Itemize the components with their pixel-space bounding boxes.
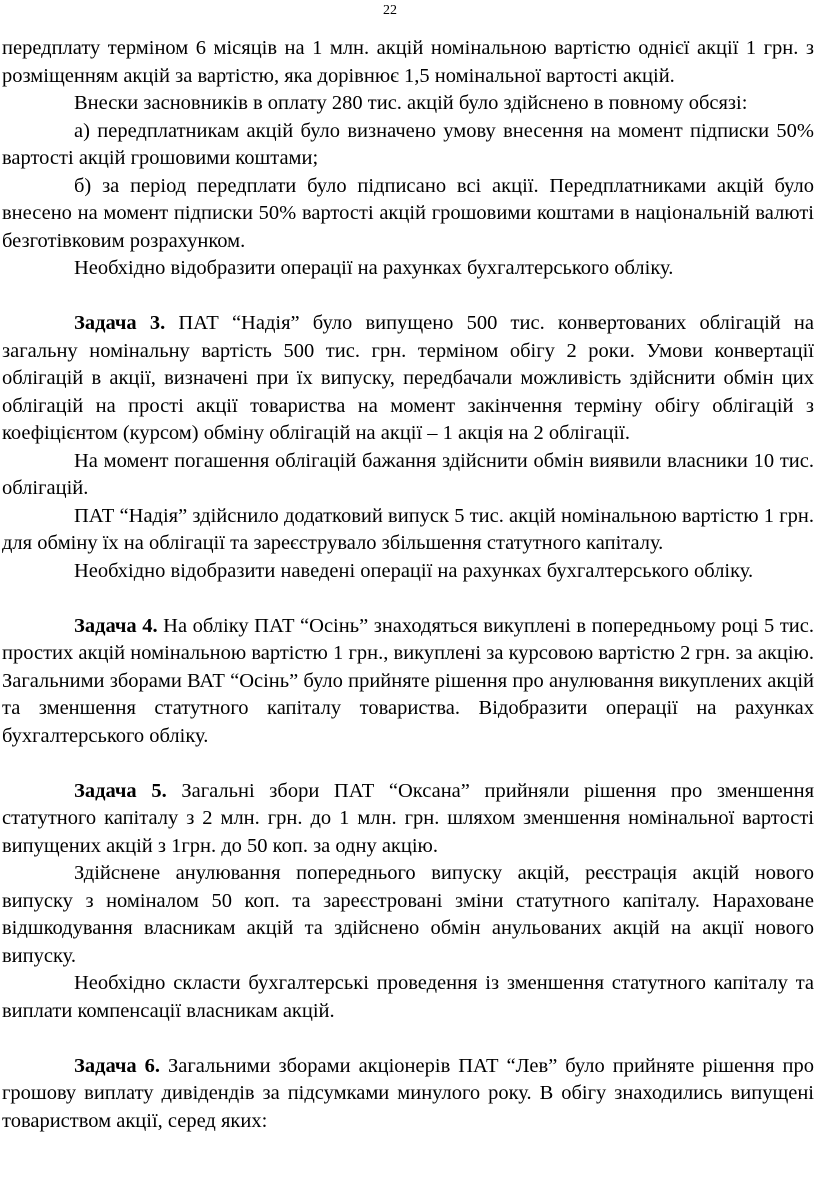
paragraph-text: Необхідно відобразити операції на рахунках бухгалтерського обліку. bbox=[74, 257, 674, 279]
task-3-paragraph bbox=[2, 310, 814, 448]
paragraph bbox=[2, 35, 814, 90]
paragraph bbox=[2, 860, 814, 970]
task-heading: Задача 5. bbox=[74, 779, 167, 802]
task-heading: Задача 3. bbox=[74, 312, 166, 334]
paragraph-text: ПАТ “Надія” здійснило додатковий випуск 5 тис. акцій номінальною вартістю 1 грн. для обміну їх на облігації та зареєструвало збільшення статутного капіталу. bbox=[2, 504, 814, 554]
task-6-paragraph bbox=[2, 1053, 814, 1136]
paragraph bbox=[2, 118, 814, 173]
task-heading: Задача 6. bbox=[74, 1054, 161, 1077]
paragraph-text: На момент погашення облігацій бажання здійснити обмін виявили власники 10 тис. облігацій. bbox=[2, 449, 814, 499]
paragraph-text: ПАТ “Надія” було випущено 500 тис. конвертованих облігацій на загальну номінальну вартість 500 тис. грн. терміном обігу 2 роки. Умови конвертації облігацій в акції, визначені при їх випуску, передбачали можливість здійснити обмін цих облігацій на прості акції товариства на момент закінчення терміну обігу облігацій з коефіцієнтом (курсом) обміну облігацій на акції – 1 акція на 2 облігації. bbox=[2, 312, 814, 444]
paragraph-text: На обліку ПАТ “Осінь” знаходяться викуплені в попередньому році 5 тис. простих акцій номінальною вартістю 1 грн., викуплені за курсовою вартістю 2 грн. за акцію. Загальними зборами ВАТ “Осінь” було прийняте рішення про анулювання викуплених акцій та зменшення статутного капіталу товариства. Відобразити операції на рахунках бухгалтерського обліку. bbox=[2, 614, 814, 747]
paragraph bbox=[2, 448, 814, 503]
document-body bbox=[2, 35, 814, 1135]
task-heading: Задача 4. bbox=[74, 614, 158, 637]
paragraph-text: б) за період передплати було підписано всі акції. Передплатниками акцій було внесено на момент підписки 50% вартості акцій грошовими коштами в національній валюті безготівковим розрахунком. bbox=[2, 174, 814, 252]
paragraph-text: а) передплатникам акцій було визначено умову внесення на момент підписки 50% вартості акцій грошовими коштами; bbox=[2, 119, 814, 169]
paragraph bbox=[2, 503, 814, 558]
task-4-paragraph bbox=[2, 613, 814, 751]
paragraph-text: Необхідно відобразити наведені операції на рахунках бухгалтерського обліку. bbox=[74, 559, 754, 582]
paragraph bbox=[2, 90, 814, 118]
paragraph-text: Загальними зборами акціонерів ПАТ “Лев” було прийняте рішення про грошову виплату дивідендів за підсумками минулого року. В обігу знаходились випущені товариством акції, серед яких: bbox=[2, 1054, 814, 1132]
task-5-paragraph bbox=[2, 778, 814, 861]
paragraph-text: Загальні збори ПАТ “Оксана” прийняли рішення про зменшення статутного капіталу з 2 млн. грн. до 1 млн. грн. шляхом зменшення номінальної вартості випущених акцій з 1грн. до 50 коп. за одну акцію. bbox=[2, 779, 814, 857]
paragraph-text: передплату терміном 6 місяців на 1 млн. акцій номінальною вартістю однієї акції 1 грн. з розміщенням акцій за вартістю, яка дорівнює 1,5 номінальної вартості акцій. bbox=[2, 37, 814, 87]
paragraph bbox=[2, 255, 814, 283]
paragraph-text: Внески засновників в оплату 280 тис. акцій було здійснено в повному обсязі: bbox=[74, 92, 748, 114]
paragraph bbox=[2, 558, 814, 586]
paragraph bbox=[2, 970, 814, 1025]
paragraph-text: Здійснене анулювання попереднього випуску акцій, реєстрація акцій нового випуску з номіналом 50 коп. та зареєстровані зміни статутного капіталу. Нараховане відшкодування власникам акцій та здійснено обмін анульованих акцій на акції нового випуску. bbox=[2, 862, 814, 967]
page-number: 22 bbox=[383, 3, 397, 18]
paragraph-text: Необхідно скласти бухгалтерські проведення із зменшення статутного капіталу та виплати компенсації власникам акцій. bbox=[2, 972, 814, 1022]
paragraph bbox=[2, 173, 814, 256]
